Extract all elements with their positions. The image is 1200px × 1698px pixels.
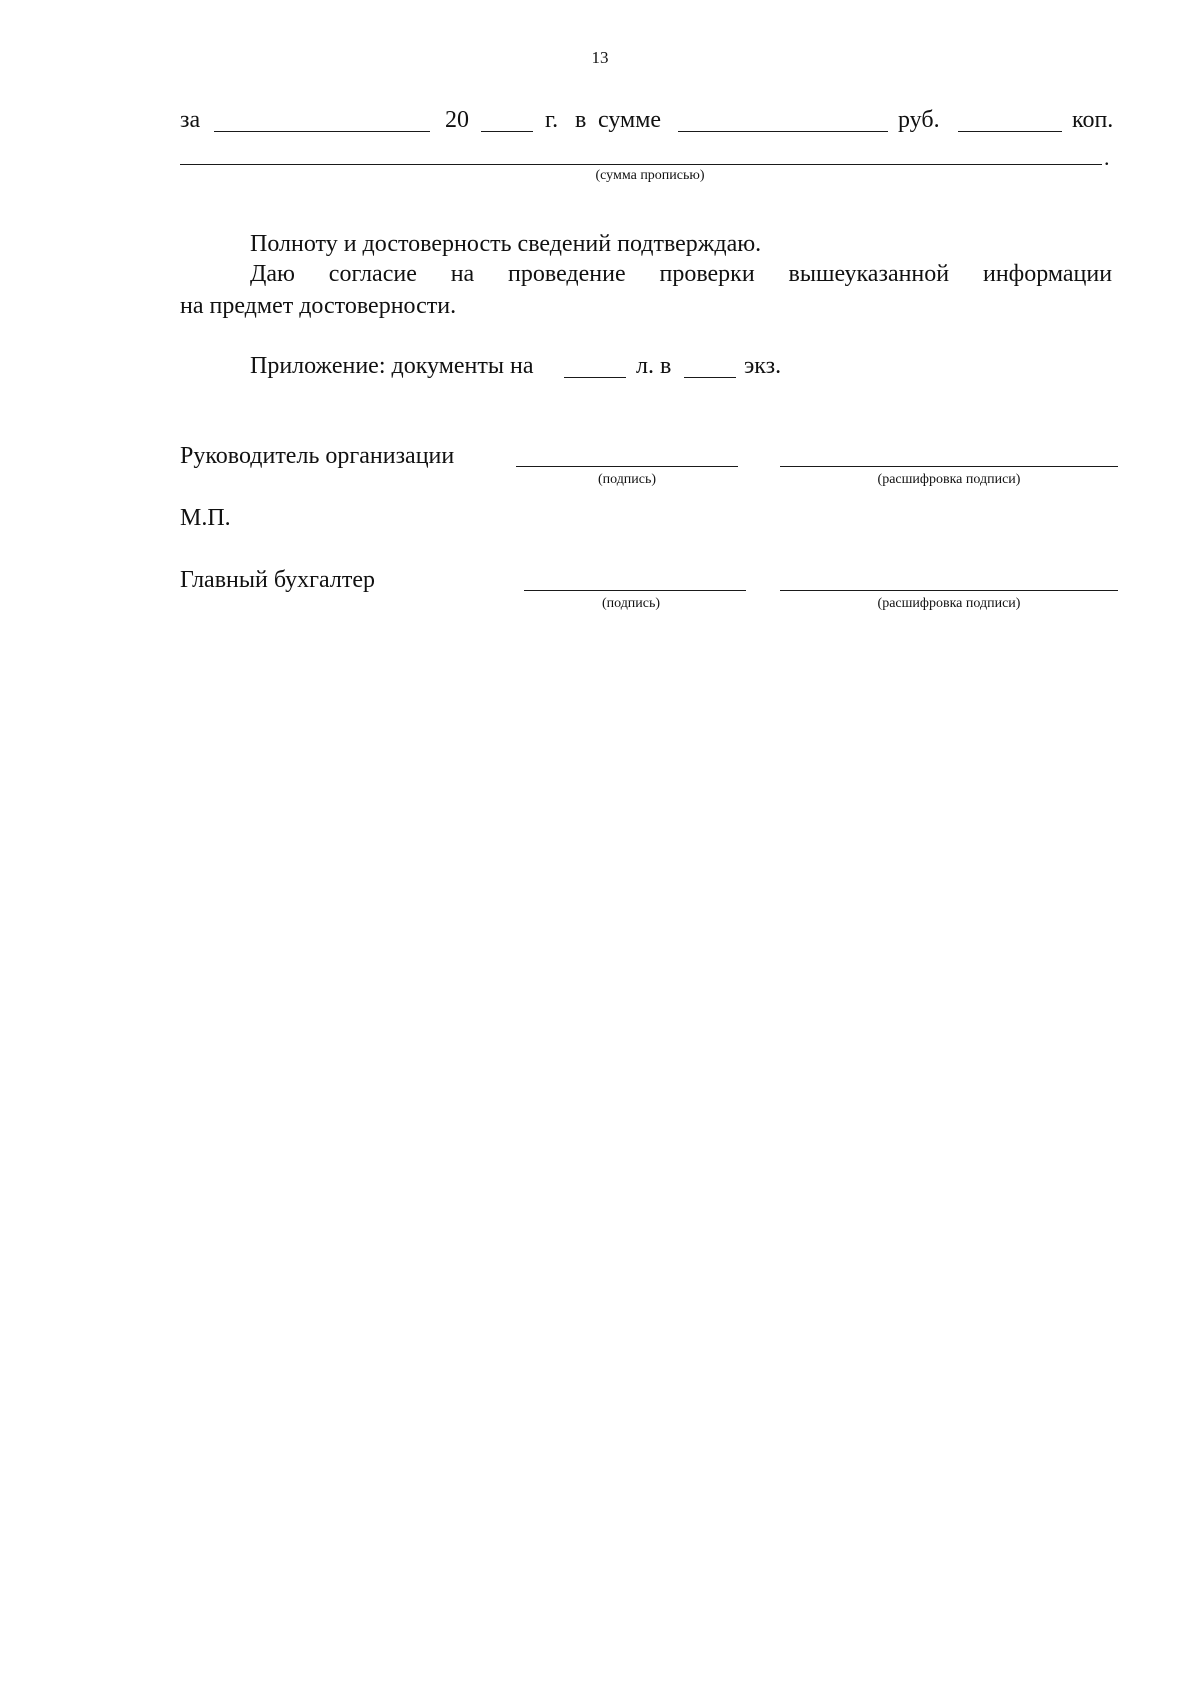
year-prefix: 20 — [445, 107, 469, 133]
kop-blank — [958, 131, 1062, 132]
period-dot: . — [1104, 145, 1110, 170]
head-title: Руководитель организации — [180, 443, 455, 469]
head-signature-blank — [516, 466, 738, 467]
consent-line-2: на предмет достоверности. — [180, 293, 457, 319]
head-sign-caption: (подпись) — [597, 472, 657, 487]
amount-words-blank — [180, 164, 1102, 165]
accountant-title: Главный бухгалтер — [180, 567, 375, 593]
consent-word: информации — [982, 261, 1113, 287]
consent-word: проверки — [659, 261, 755, 287]
attachment-copies: экз. — [744, 353, 782, 379]
consent-word: согласие — [328, 261, 417, 287]
consent-word: Даю — [250, 261, 295, 287]
year-suffix: г. — [545, 107, 559, 133]
accountant-signature-blank — [524, 590, 746, 591]
accountant-decode-blank — [780, 590, 1118, 591]
word-za: за — [180, 107, 201, 133]
word-rub: руб. — [898, 107, 940, 133]
word-v: в — [575, 107, 587, 133]
sheets-blank — [564, 377, 626, 378]
consent-line-1 — [250, 260, 1112, 288]
period-blank — [214, 131, 430, 132]
accountant-decode-caption: (расшифровка подписи) — [877, 596, 1021, 611]
attachment-prefix: Приложение: документы на — [250, 353, 534, 379]
consent-word: проведение — [508, 261, 626, 287]
consent-word: на — [450, 261, 475, 287]
stamp-mark: М.П. — [180, 505, 231, 531]
consent-word: вышеуказанной — [788, 261, 950, 287]
accountant-sign-caption: (подпись) — [601, 596, 661, 611]
head-decode-blank — [780, 466, 1118, 467]
word-kop: коп. — [1072, 107, 1114, 133]
head-decode-caption: (расшифровка подписи) — [877, 472, 1021, 487]
attachment-sheets: л. в — [636, 353, 672, 379]
confirmation-text: Полноту и достоверность сведений подтверждаю. — [250, 231, 762, 257]
year-blank — [481, 131, 533, 132]
copies-blank — [684, 377, 736, 378]
amount-words-caption: (сумма прописью) — [595, 168, 705, 183]
word-summe: сумме — [598, 107, 662, 133]
page-number: 13 — [591, 48, 609, 67]
rub-blank — [678, 131, 888, 132]
